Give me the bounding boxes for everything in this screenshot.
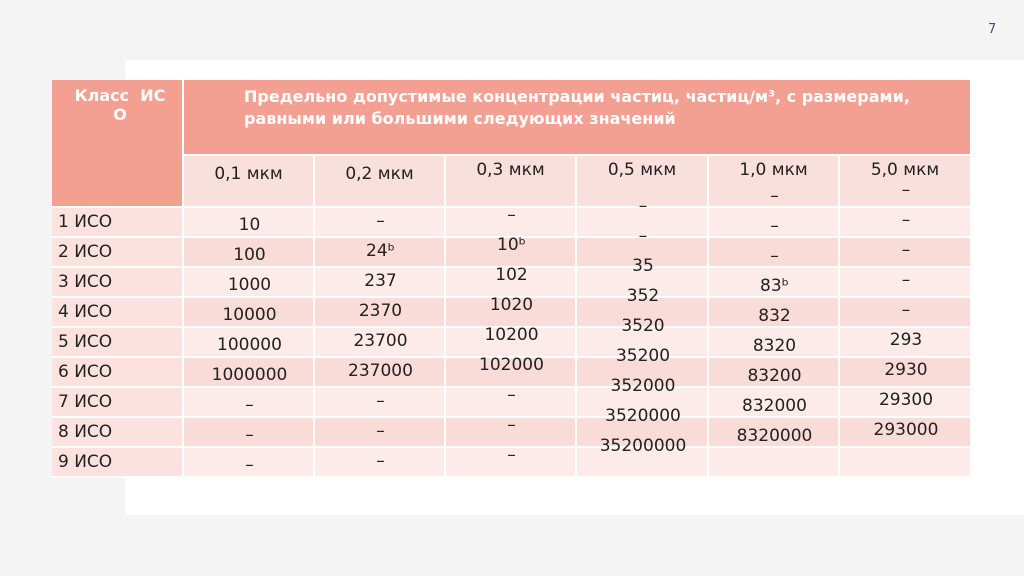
row-label: 2 ИСО [52, 238, 184, 268]
table-cell: 29300 [878, 390, 934, 410]
table-cell: 10 [238, 215, 261, 235]
table-cell: 3520000 [605, 406, 681, 426]
table-cell: – [245, 425, 254, 445]
table-cell: 35200 [615, 346, 671, 366]
row-label: 3 ИСО [52, 268, 184, 298]
size-header: 0,1 мкм [184, 156, 315, 208]
table-cell: 10ᵇ [497, 235, 526, 255]
table-cell: – [901, 240, 911, 260]
group-header: Предельно допустимые концентрации частиц, частиц/м³, с размерами, равными или большими следующих значений [184, 80, 972, 156]
table-cell-bg [840, 448, 972, 478]
table-cell: – [507, 445, 516, 465]
table-cell: 2370 [358, 301, 403, 321]
table-cell: 35 [632, 256, 654, 276]
table-cell: – [901, 180, 911, 200]
table-cell: 237000 [348, 361, 413, 381]
corner-header: Класс ИС О [52, 80, 184, 208]
table-cell: 102000 [479, 355, 544, 375]
table-cell: 2930 [884, 360, 928, 380]
table-cell: – [901, 270, 911, 290]
row-label: 8 ИСО [52, 418, 184, 448]
table-cell: – [507, 205, 516, 225]
table-cell: – [770, 216, 779, 236]
table-cell: – [638, 226, 648, 246]
table-cell: – [507, 415, 516, 435]
table-cell: – [770, 246, 779, 266]
size-header: 0,2 мкм [315, 156, 446, 208]
row-label: 6 ИСО [52, 358, 184, 388]
table-cell: 1020 [489, 295, 534, 315]
table-cell: 832000 [742, 396, 807, 416]
table-cell: 832 [758, 306, 791, 326]
iso-class-table [52, 80, 972, 479]
table-cell: – [770, 186, 779, 206]
table-cell: 100000 [217, 335, 282, 355]
table-cell: 83200 [747, 366, 802, 386]
table-cell: 24ᵇ [366, 241, 395, 261]
table-cell: 23700 [353, 331, 408, 351]
table-cell: 293 [889, 330, 923, 350]
table-cell: 237 [364, 271, 397, 291]
table-cell: – [901, 300, 911, 320]
table-cell: 1000 [227, 275, 272, 295]
table-cell: 10000 [222, 305, 277, 325]
table-cell-bg [709, 448, 840, 478]
table-cell: – [638, 196, 648, 216]
size-header: 0,3 мкм [446, 156, 577, 208]
size-header: 0,5 мкм [577, 156, 709, 208]
size-header: 5,0 мкм [840, 156, 972, 208]
table-cell: 83ᵇ [760, 276, 789, 296]
table-cell: – [245, 395, 254, 415]
table-cell: 293000 [873, 420, 939, 440]
page-number: 7 [988, 22, 997, 37]
table-cell: 352 [626, 286, 660, 306]
row-label: 7 ИСО [52, 388, 184, 418]
row-label: 5 ИСО [52, 328, 184, 358]
table-cell: – [376, 451, 385, 471]
table-cell: – [376, 391, 385, 411]
table-cell: 8320 [752, 336, 797, 356]
table-cell: 8320000 [736, 426, 813, 446]
table-cell: 1000000 [211, 365, 288, 385]
size-header: 1,0 мкм [709, 156, 840, 208]
table-cell: 10200 [484, 325, 539, 345]
table-cell: 100 [233, 245, 266, 265]
row-label: 4 ИСО [52, 298, 184, 328]
table-cell: 35200000 [599, 436, 687, 456]
table-cell: 352000 [610, 376, 676, 396]
table-cell: 102 [495, 265, 528, 285]
table-cell: – [245, 455, 254, 475]
row-label: 1 ИСО [52, 208, 184, 238]
row-label: 9 ИСО [52, 448, 184, 478]
table-cell: – [901, 210, 911, 230]
table-cell: – [376, 211, 385, 231]
table-cell: – [507, 385, 516, 405]
table-cell: – [376, 421, 385, 441]
table-cell: 3520 [621, 316, 665, 336]
